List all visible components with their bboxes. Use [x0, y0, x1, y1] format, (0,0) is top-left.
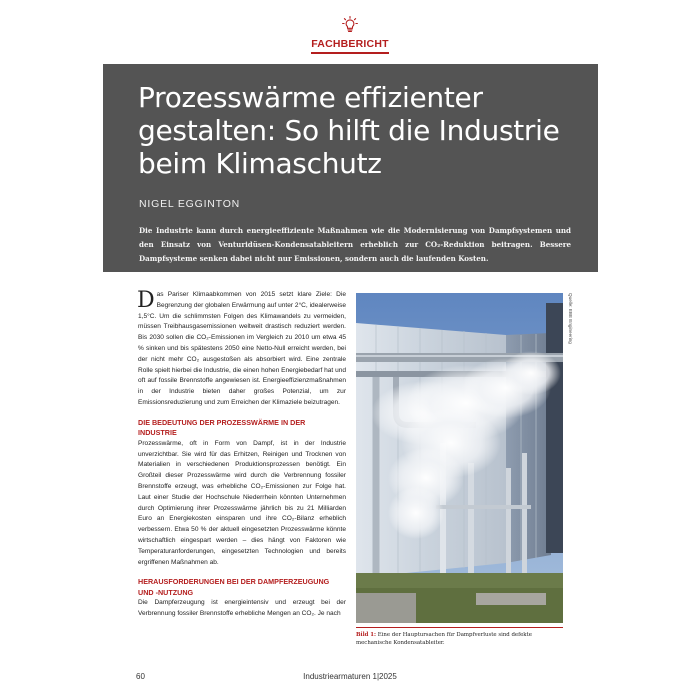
- figure-caption: [356, 631, 563, 647]
- industrial-steam-leak-photo: [356, 293, 563, 623]
- article-lead: Die Industrie kann durch energieeffiziente Maßnahmen wie die Modernisierung von Dampfsystemen und den Einsatz von Venturidüsen-Kondensatableitern erheblich zur CO₂-Reduktion beitragen. Bessere Dampfsysteme senken dabei nicht nur Emissionen, sondern auch die laufenden Kosten.: [139, 226, 571, 263]
- photo-credit: Quelle: EBE Engineering: [568, 293, 573, 344]
- article-title: Prozesswärme effizienter gestalten: So hilft die Industrie beim Klimaschutz: [138, 81, 560, 180]
- caption-text: Eine der Hauptursachen für Dampfverluste sind defekte mechanische Kondensatableiter.: [356, 632, 532, 646]
- section-heading: DIE BEDEUTUNG DER PROZESSWÄRME IN DER INDUSTRIE: [138, 417, 306, 438]
- lightbulb-icon: [342, 16, 358, 34]
- section-heading: HERAUSFORDERUNGEN BEI DER DAMPFERZEUGUNG UND -NUTZUNG: [138, 577, 330, 597]
- caption-divider: [356, 627, 563, 628]
- intro-paragraph: [138, 290, 346, 409]
- article-header-box: [103, 64, 598, 272]
- page-number: 60: [136, 672, 145, 681]
- intro-text: as Pariser Klimaabkommen von 2015 setzt klare Ziele: Die Begrenzung der globalen Erwärmung auf unter 2°C, idealerweise 1,5°C. Um die schlimmsten Folgen des Klimawandels zu vermeiden, müssen Treibhausgasemissionen weltweit drastisch reduziert werden. Bis 2030 sollen die CO₂-Emissionen im Vergleich zu 2010 um etwa 45 % sinken und bis spätestens 2050 eine Netto-Null erreicht werden, bei der nicht mehr CO₂ ausgestoßen als absorbiert wird. Eine zentrale Rolle spielt hierbei die Industrie, die einen hohen Energiebedarf hat und oft auf fossile Brennstoffe angewiesen ist. Energieeffizienzmaßnahmen in der Industrie bieten daher großes Potenzial, um zur Emissionsreduzierung und zum Erreichen der Klimaziele beizutragen.: [138, 291, 346, 406]
- section-divider: [311, 52, 389, 54]
- caption-label: Bild 1:: [356, 632, 377, 638]
- body-paragraph: Prozesswärme, oft in Form von Dampf, ist in der Industrie unverzichtbar. Sie wird für das Erhitzen, Reinigen und Trocknen von Materialien in verschiedenen Produktionsprozessen benötigt. Ein Großteil dieser Prozesswärme wird durch die Verbrennung fossiler Brennstoffe erzeugt, was erhebliche CO₂-Emissionen zur Folge hat. Laut einer Studie der Hochschule Niederrhein könnten Unternehmen durch Optimierung ihrer Prozesswärme jährlich bis zu 21 Milliarden Euro an Energiekosten einsparen und ihre CO₂-Bilanz erheblich verbessern. Etwa 50 % der aktuell eingesetzten Prozesswärme könnte wirtschaftlich eingespart werden – dies hängt von Faktoren wie Temperaturanforderungen, eingesetzten Technologien und bereits ergriffenen Maßnahmen ab.: [138, 439, 346, 566]
- drop-cap: D: [137, 288, 155, 313]
- body-paragraph: Die Dampferzeugung ist energieintensiv und erzeugt bei der Verbrennung fossiler Brennstoffe erhebliche Mengen an CO₂. Je nach: [138, 599, 346, 618]
- author-name: NIGEL EGGINTON: [139, 198, 241, 210]
- magazine-issue: Industriearmaturen 1|2025: [303, 672, 397, 681]
- article-body: [138, 290, 346, 620]
- section-label: FACHBERICHT: [311, 38, 389, 50]
